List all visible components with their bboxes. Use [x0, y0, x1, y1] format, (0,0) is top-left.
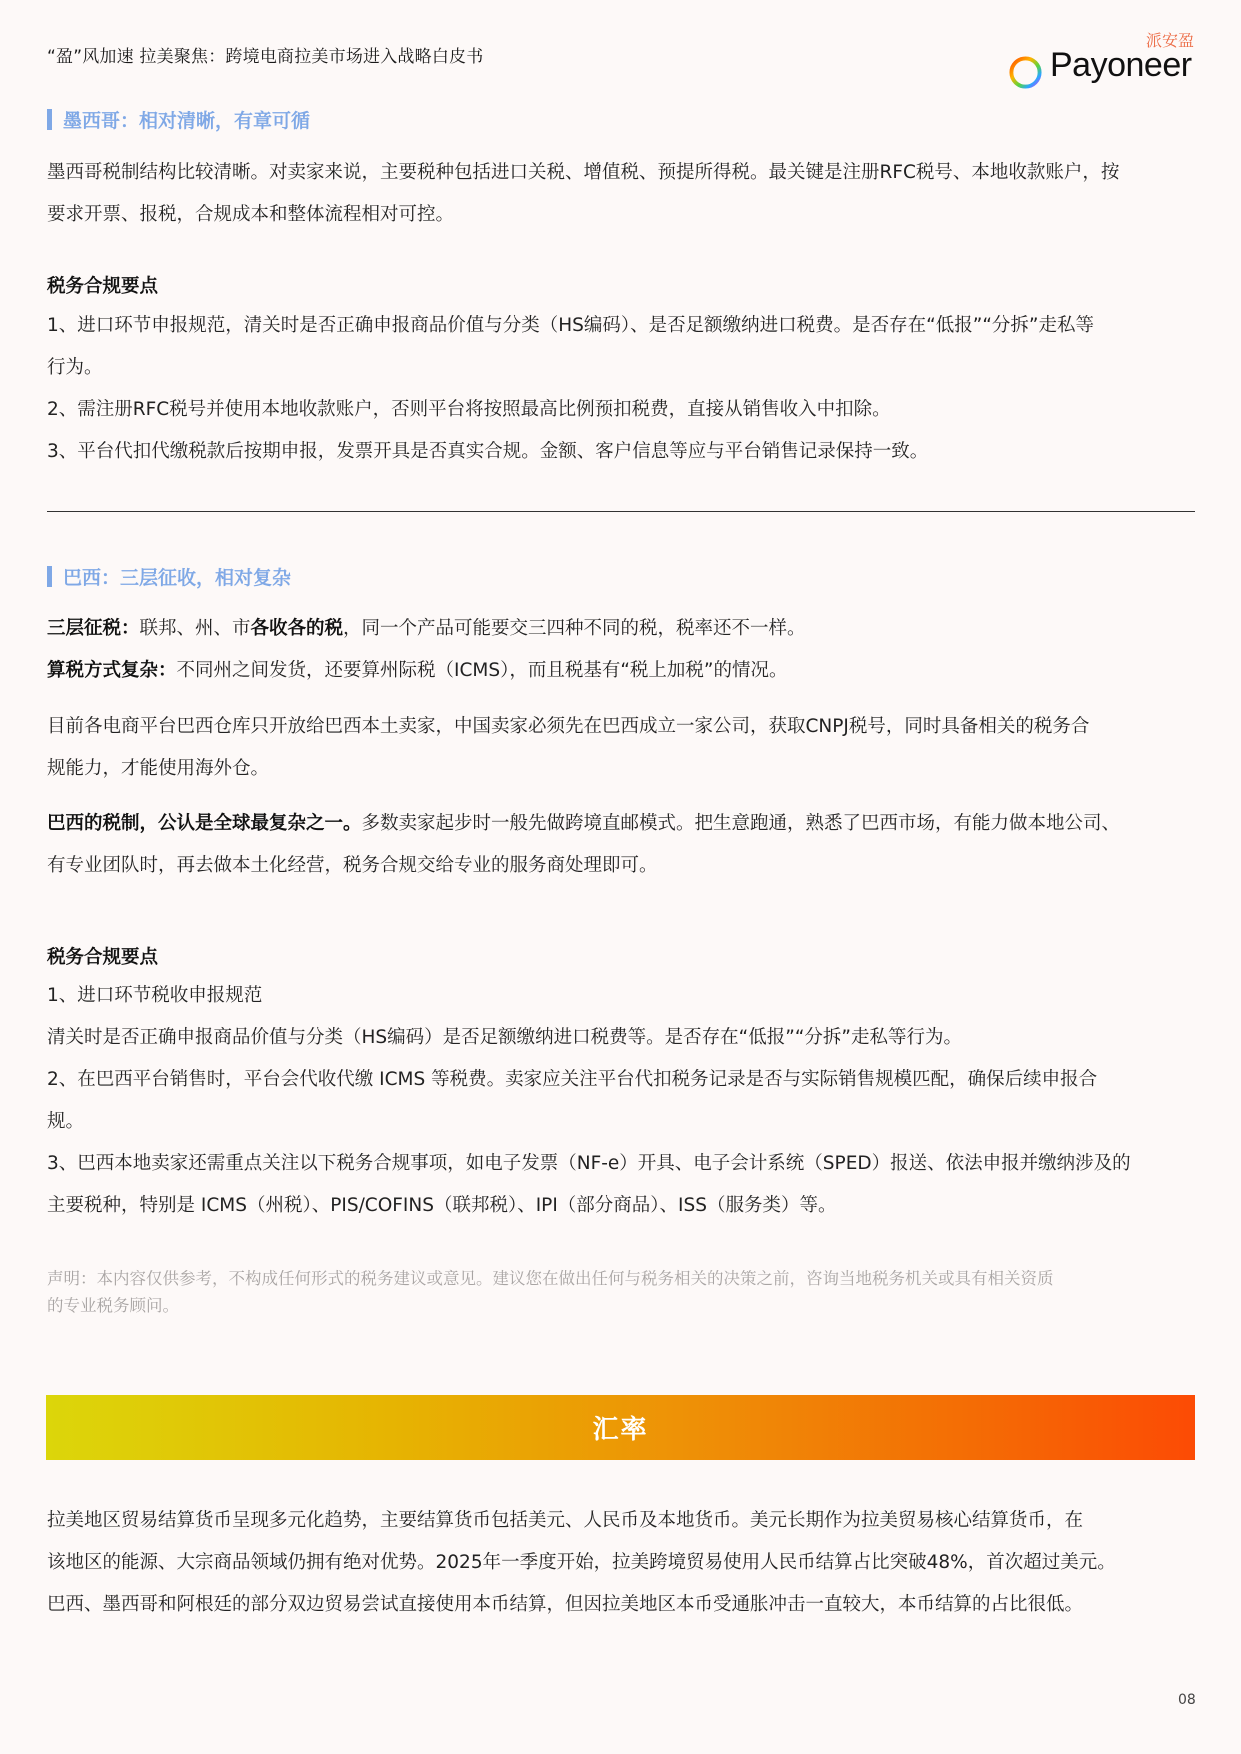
payoneer-logo	[1008, 26, 1198, 86]
brazil-complexity-paragraph	[47, 803, 1197, 887]
list-item: 2、需注册RFC税号并使用本地收款账户，否则平台将按照最高比例预扣税费，直接从销售收入中扣除。	[47, 399, 891, 420]
list-item-continuation: 主要税种，特别是 ICMS（州税）、PIS/COFINS（联邦税）、IPI（部分商品）、ISS（服务类）等。	[47, 1195, 837, 1216]
text-line: 规能力，才能使用海外仓。	[47, 758, 270, 779]
logo-wordmark: Payoneer	[1050, 46, 1192, 84]
section-heading-brazil	[47, 564, 291, 588]
brazil-compliance-heading: 税务合规要点	[47, 947, 159, 968]
bold-text: 巴西的税制，公认是全球最复杂之一。	[47, 813, 362, 834]
list-item-detail: 清关时是否正确申报商品价值与分类（HS编码）是否足额缴纳进口税费等。是否存在“低报”“分拆”走私等行为。	[47, 1027, 962, 1048]
brazil-compliance-points	[47, 975, 1197, 1227]
text-line: 墨西哥税制结构比较清晰。对卖家来说，主要税种包括进口关税、增值税、预提所得税。最关键是注册RFC税号、本地收款账户，按	[47, 162, 1120, 183]
three-tier-tax-line	[47, 608, 1197, 650]
section-divider	[47, 511, 1195, 512]
list-item: 3、平台代扣代缴税款后按期申报，发票开具是否真实合规。金额、客户信息等应与平台销售记录保持一致。	[47, 441, 929, 462]
heading-accent-bar	[47, 109, 52, 130]
list-item-continuation: 行为。	[47, 357, 103, 378]
text-line: 拉美地区贸易结算货币呈现多元化趋势，主要结算货币包括美元、人民币及本地货币。美元长期作为拉美贸易核心结算货币，在	[47, 1510, 1084, 1531]
disclaimer	[47, 1265, 1167, 1319]
list-item: 3、巴西本地卖家还需重点关注以下税务合规事项，如电子发票（NF-e）开具、电子会计系统（SPED）报送、依法申报并缴纳涉及的	[47, 1153, 1131, 1174]
text-line: 声明：本内容仅供参考，不构成任何形式的税务建议或意见。建议您在做出任何与税务相关的决策之前，咨询当地税务机关或具有相关资质	[47, 1269, 1054, 1288]
banner-title: 汇率	[592, 1415, 649, 1445]
list-item: 2、在巴西平台销售时，平台会代收代缴 ICMS 等税费。卖家应关注平台代扣税务记录是否与实际销售规模匹配，确保后续申报合	[47, 1069, 1098, 1090]
mexico-compliance-points	[47, 305, 1197, 473]
list-item: 1、进口环节申报规范，清关时是否正确申报商品价值与分类（HS编码）、是否足额缴纳进口税费。是否存在“低报”“分拆”走私等	[47, 315, 1095, 336]
text-line: 目前各电商平台巴西仓库只开放给巴西本土卖家，中国卖家必须先在巴西成立一家公司，获取CNPJ税号，同时具备相关的税务合	[47, 716, 1090, 737]
section-heading-text: 巴西：三层征收，相对复杂	[63, 566, 292, 589]
heading-accent-bar	[47, 566, 52, 587]
bold-label: 三层征税：	[47, 618, 140, 639]
text-line: 的专业税务顾问。	[47, 1296, 179, 1315]
list-item-continuation: 规。	[47, 1111, 85, 1132]
text-line: 有专业团队时，再去做本土化经营，税务合规交给专业的服务商处理即可。	[47, 855, 658, 876]
text: 联邦、州、市	[139, 618, 251, 639]
text-line: 要求开票、报税，合规成本和整体流程相对可控。	[47, 204, 455, 225]
text: ，同一个产品可能要交三四种不同的税，税率还不一样。	[343, 618, 806, 639]
bold-text: 各收各的税	[250, 618, 344, 639]
exchange-rate-paragraph	[47, 1500, 1197, 1626]
exchange-rate-banner	[46, 1395, 1195, 1460]
section-heading-text: 墨西哥：相对清晰，有章可循	[63, 109, 311, 132]
text-line: 该地区的能源、大宗商品领域仍拥有绝对优势。2025年一季度开始，拉美跨境贸易使用人民币结算占比突破48%，首次超过美元。	[47, 1552, 1116, 1573]
brazil-tax-features	[47, 608, 1197, 692]
list-item: 1、进口环节税收申报规范	[47, 985, 263, 1006]
text-line: 巴西、墨西哥和阿根廷的部分双边贸易尝试直接使用本币结算，但因拉美地区本币受通胀冲击一直较大，本币结算的占比很低。	[47, 1594, 1084, 1615]
mexico-compliance-heading: 税务合规要点	[47, 276, 159, 297]
text: 多数卖家起步时一般先做跨境直邮模式。把生意跑通，熟悉了巴西市场，有能力做本地公司、	[361, 813, 1121, 834]
mexico-intro	[47, 152, 1197, 236]
page-number: 08	[1178, 1692, 1196, 1708]
text: 不同州之间发货，还要算州际税（ICMS），而且税基有“税上加税”的情况。	[176, 660, 788, 681]
logo-chinese-name: 派安盈	[1145, 31, 1194, 50]
bold-label: 算税方式复杂：	[47, 660, 177, 681]
section-heading-mexico	[47, 107, 310, 131]
payoneer-ring-icon	[1008, 55, 1043, 90]
complex-calc-line	[47, 650, 1197, 692]
brazil-warehouse-paragraph	[47, 706, 1197, 790]
document-title: “盈”风加速 拉美聚焦：跨境电商拉美市场进入战略白皮书	[47, 47, 484, 67]
text-line	[47, 803, 1197, 845]
